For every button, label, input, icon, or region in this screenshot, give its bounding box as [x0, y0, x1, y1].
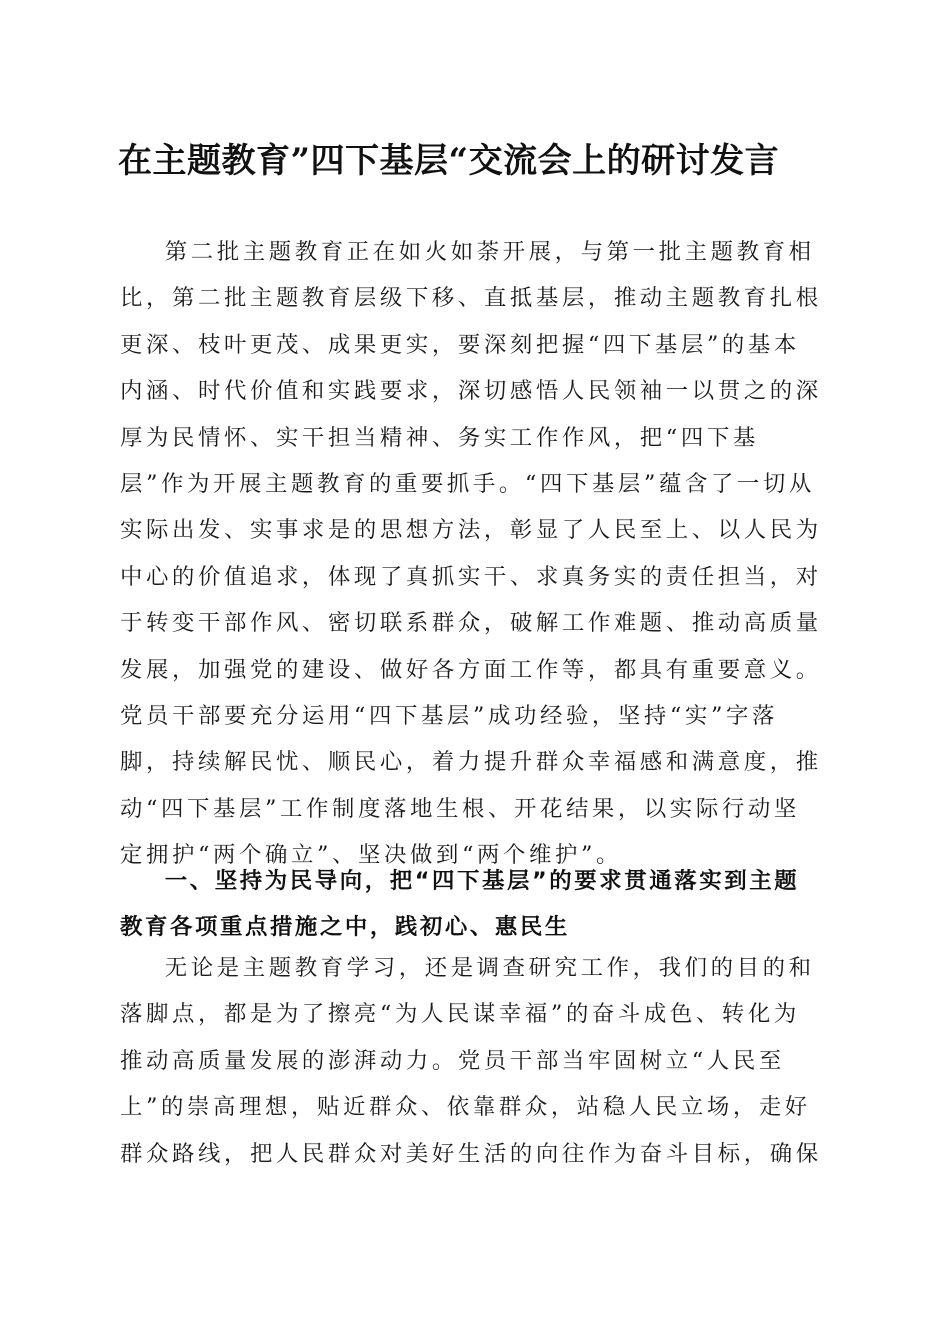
section-heading: 一、坚持为民导向，把“四下基层”的要求贯通落实到主题教育各项重点措施之中，践初心、惠民生	[120, 868, 800, 941]
section-paragraph: 无论是主题教育学习，还是调查研究工作，我们的目的和落脚点，都是为了擦亮“为人民谋幸福”的奋斗成色、转化为推动高质量发展的澎湃动力。党员干部当牢固树立“人民至上”的崇高理想，贴近群众、依靠群众，站稳人民立场，走好群众路线，把人民群众对美好生活的向往作为奋斗目标，确保	[120, 955, 822, 1167]
document-title: 在主题教育”四下基层“交流会上的研讨发言	[118, 141, 780, 181]
intro-paragraph: 第二批主题教育正在如火如荼开展，与第一批主题教育相比，第二批主题教育层级下移、直抵基层，推动主题教育扎根更深、枝叶更茂、成果更实，要深刻把握“四下基层”的基本内涵、时代价值和实践要求，深切感悟人民领袖一以贯之的深厚为民情怀、实干担当精神、务实工作作风，把“四下基层”作为开展主题教育的重要抓手。“四下基层”蕴含了一切从实际出发、实事求是的思想方法，彰显了人民至上、以人民为中心的价值追求，体现了真抓实干、求真务实的责任担当，对于转变干部作风、密切联系群众，破解工作难题、推动高质量发展，加强党的建设、做好各方面工作等，都具有重要意义。党员干部要充分运用“四下基层”成功经验，坚持“实”字落脚，持续解民忧、顺民心，着力提升群众幸福感和满意度，推动“四下基层”工作制度落地生根、开花结果，以实际行动坚定拥护“两个确立”、坚决做到“两个维护”。	[120, 239, 822, 869]
